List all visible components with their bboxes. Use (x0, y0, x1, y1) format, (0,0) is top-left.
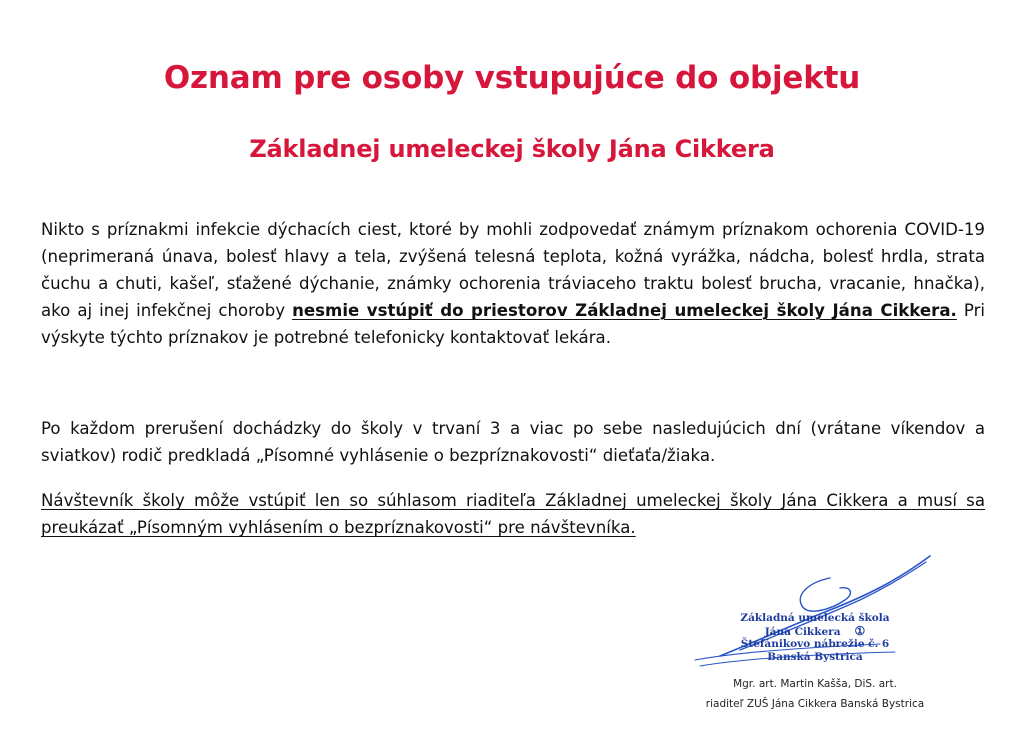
stamp-seal-icon: ① (854, 623, 866, 638)
school-stamp (715, 612, 915, 663)
stamp-city: Banská Bystrica (767, 650, 863, 663)
paragraph-visitor-rules: Návštevník školy môže vstúpiť len so súhlasom riaditeľa Základnej umeleckej školy Jána Cikkera a musí sa preukázať „Písomným vyhlásením o bezpríznakovosti“ pre návštevníka. (41, 491, 985, 537)
signer-name: Mgr. art. Martin Kašša, DiS. art. (733, 678, 897, 690)
paragraph-symptoms (41, 216, 985, 351)
signer-block (670, 674, 960, 714)
notice-title: Oznam pre osoby vstupujúce do objektu (163, 60, 861, 96)
stamp-address: Štefánikovo nábrežie č. 6 (740, 638, 890, 650)
signer-role: riaditeľ ZUŠ Jána Cikkera Banská Bystrica (705, 698, 925, 710)
stamp-school-name: Základná umelecká škola (740, 612, 890, 624)
stamp-school-person: Jána Cikkera ① (764, 623, 866, 638)
paragraph-symptoms-advice: Pri výskyte týchto príznakov je potrebné telefonicky kontaktovať lekára. (41, 301, 985, 347)
notice-subtitle: Základnej umeleckej školy Jána Cikkera (249, 135, 775, 163)
paragraph-symptoms-text: Nikto s príznakmi infekcie dýchacích ciest, ktoré by mohli zodpovedať známym príznakom ochorenia COVID-19 (neprimeraná únava, bolesť hlavy a tela, zvýšená telesná teplota, kožná vyrážka, nádcha, bolesť hrdla, strata čuchu a chuti, kašeľ, sťažené dýchanie, známky ochorenia tráviaceho traktu bolesť brucha, vracanie, hnačka), ako aj inej infekčnej choroby (41, 220, 985, 320)
entry-prohibition-emphasis: nesmie vstúpiť do priestorov Základnej umeleckej školy Jána Cikkera. (292, 301, 957, 320)
paragraph-absence-declaration: Po každom prerušení dochádzky do školy v trvaní 3 a viac po sebe nasledujúcich dní (vrátane víkendov a sviatkov) rodič predkladá „Písomné vyhlásenie o bezpríznakovosti“ dieťaťa/žiaka. (41, 419, 985, 465)
